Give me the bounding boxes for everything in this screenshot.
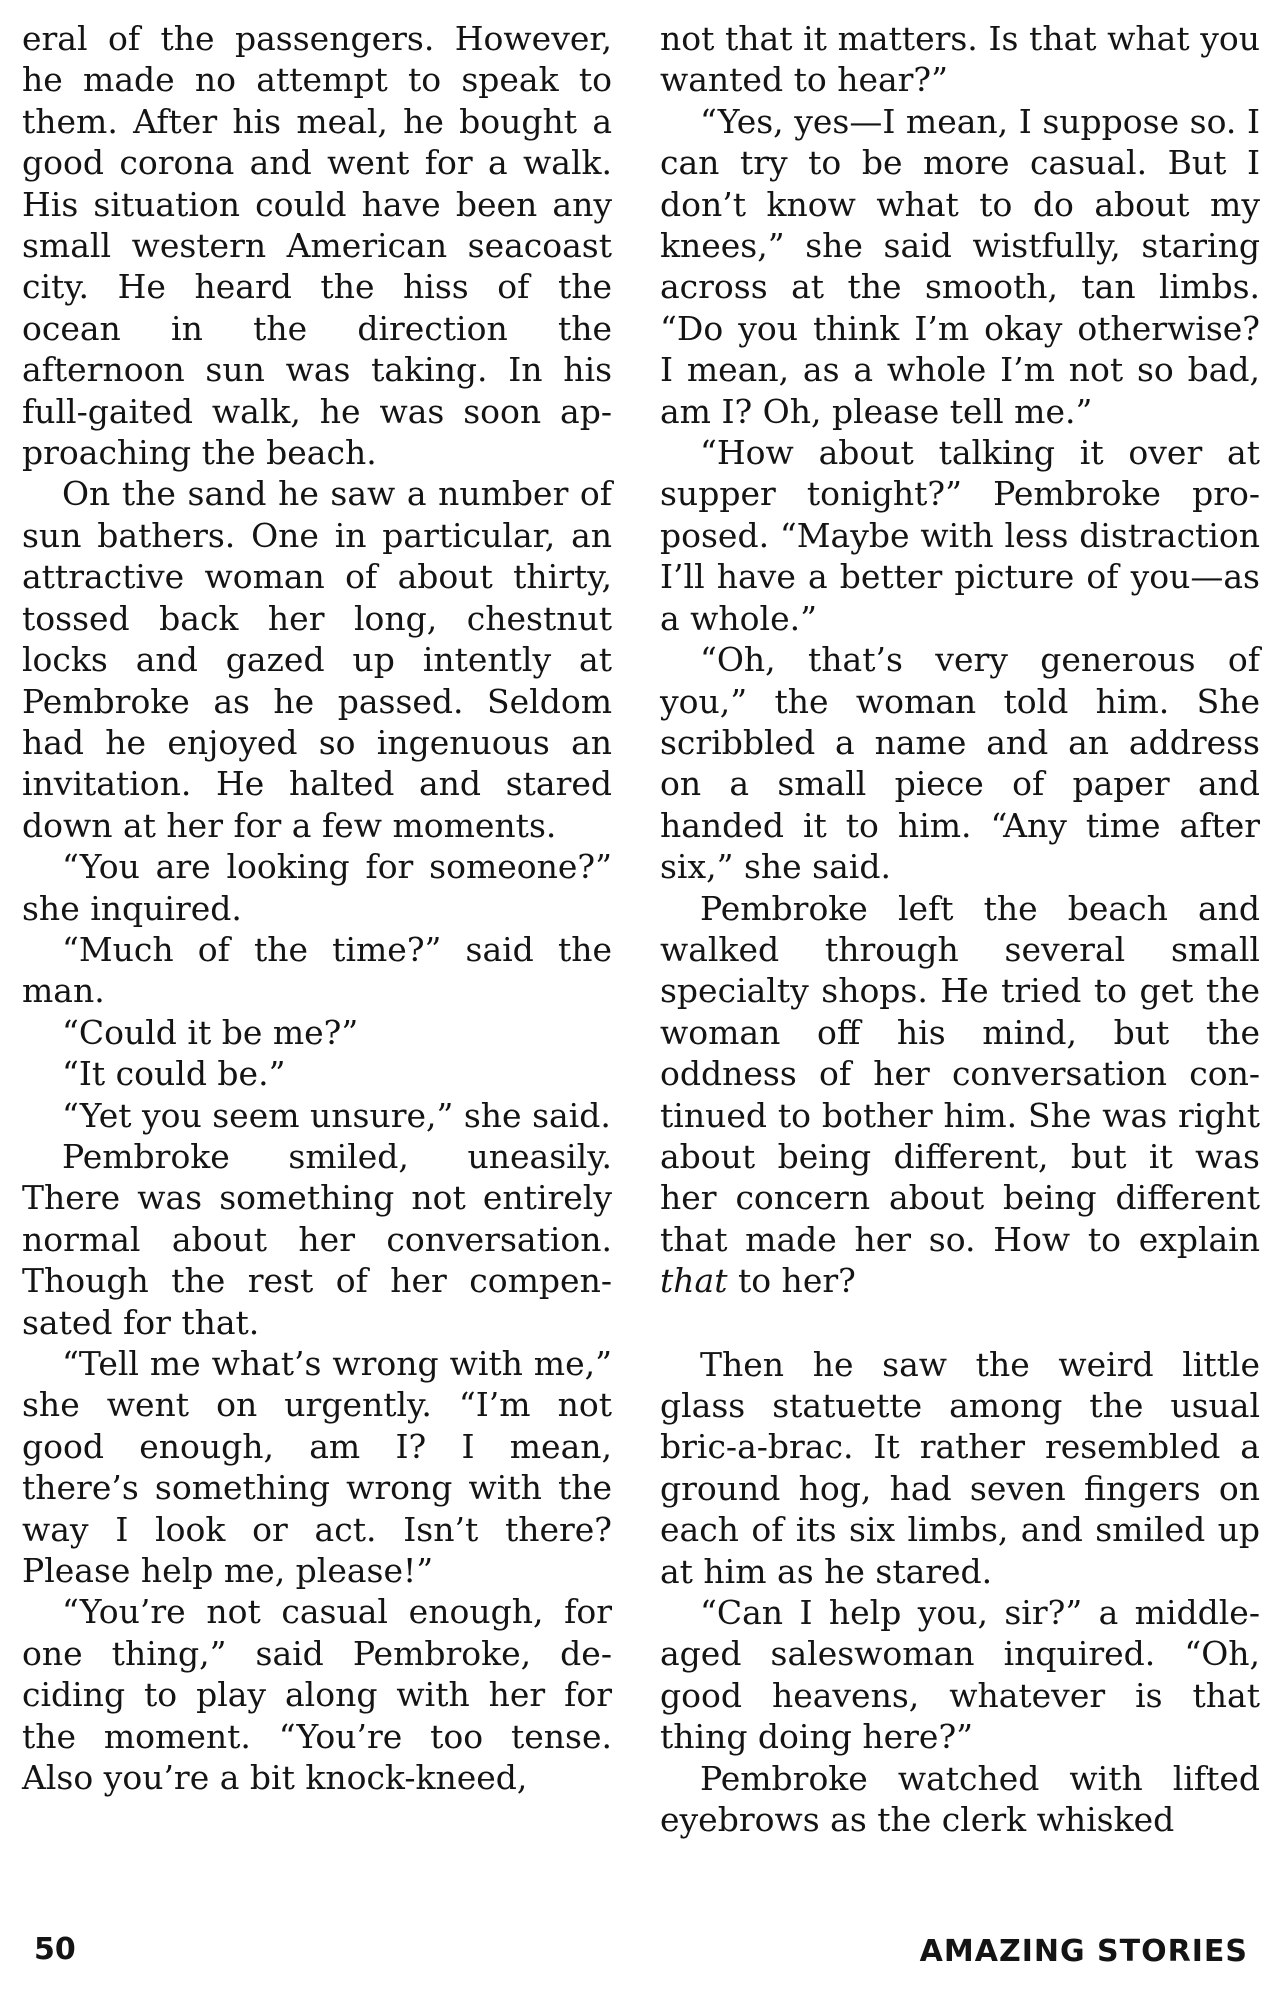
paragraph-text: Pembroke left the beach and walked through several small specialty shops. He tried to get the woman off his mind, but the oddness of her conversation continued to bother him. She was right about being different, but it was her concern about being different that made her so. How to explain <box>660 888 1260 1259</box>
left-column <box>22 18 612 1798</box>
paragraph: “Yet you seem unsure,” she said. <box>62 1095 611 1135</box>
right-column <box>660 18 1260 1840</box>
paragraph: “You are looking for someone?” she inquired. <box>22 847 612 928</box>
paragraph: “It could be.” <box>62 1054 286 1094</box>
paragraph: “Yes, yes—I mean, I suppose so. I can try to be more casual. But I don’t know what to do about my knees,” she said wistfully, staring across at the smooth, tan limbs. “Do you think I’m okay otherwise? I mean, as a whole I’m not so bad, am I? Oh, please tell me.” <box>660 101 1260 431</box>
magazine-title: AMAZING STORIES <box>919 1934 1248 1969</box>
paragraph: not that it matters. Is that what you wanted to hear?” <box>660 19 1260 100</box>
paragraph: “Tell me what’s wrong with me,” she went on urgently. “I’m not good enough, am I? I mean, there’s something wrong with the way I look or act. Isn’t there? Please help me, please!” <box>22 1344 612 1591</box>
paragraph: Then he saw the weird little glass statuette among the usual bric-a-brac. It rather resembled a ground hog, had seven fingers on each of its six limbs, and smiled up at him as he stared. <box>660 1344 1260 1591</box>
paragraph: “Oh, that’s very generous of you,” the woman told him. She scribbled a name and an address on a small piece of paper and handed it to him. “Any time after six,” she said. <box>660 640 1260 887</box>
paragraph <box>660 888 1260 1302</box>
paragraph: “You’re not casual enough, for one thing,” said Pembroke, deciding to play along with her for the moment. “You’re too tense. Also you’re a bit knock-kneed, <box>22 1592 612 1798</box>
paragraph: “Could it be me?” <box>62 1012 359 1052</box>
paragraph: “Much of the time?” said the man. <box>22 929 612 1011</box>
paragraph-tail: to her? <box>727 1261 856 1301</box>
paragraph: “Can I help you, sir?” a middle-aged saleswoman inquired. “Oh, good heavens, whatever is that thing doing here?” <box>660 1593 1260 1757</box>
emphasis-word: that <box>660 1261 728 1301</box>
paragraph: eral of the passengers. However, he made no attempt to speak to them. After his meal, he bought a good corona and went for a walk. His situation could have been any small western American seacoast city. He heard the hiss of the ocean in the direction the afternoon sun was taking. In his full-gaited walk, he was soon approaching the beach. <box>22 19 612 473</box>
section-break <box>660 1302 1260 1344</box>
paragraph: Pembroke watched with lifted eyebrows as the clerk whisked <box>660 1758 1260 1840</box>
paragraph: “How about talking it over at supper tonight?” Pembroke proposed. “Maybe with less distraction I’ll have a better picture of you—as a whole.” <box>660 433 1260 638</box>
paragraph: Pembroke smiled, uneasily. There was something not entirely normal about her conversation. Though the rest of her compensated for that. <box>22 1136 612 1342</box>
page-number: 50 <box>34 1932 76 1967</box>
paragraph: On the sand he saw a number of sun bathers. One in particular, an attractive woman of about thirty, tossed back her long, chestnut locks and gazed up intently at Pembroke as he passed. Seldom had he enjoyed so ingenuous an invitation. He halted and stared down at her for a few moments. <box>22 474 612 845</box>
